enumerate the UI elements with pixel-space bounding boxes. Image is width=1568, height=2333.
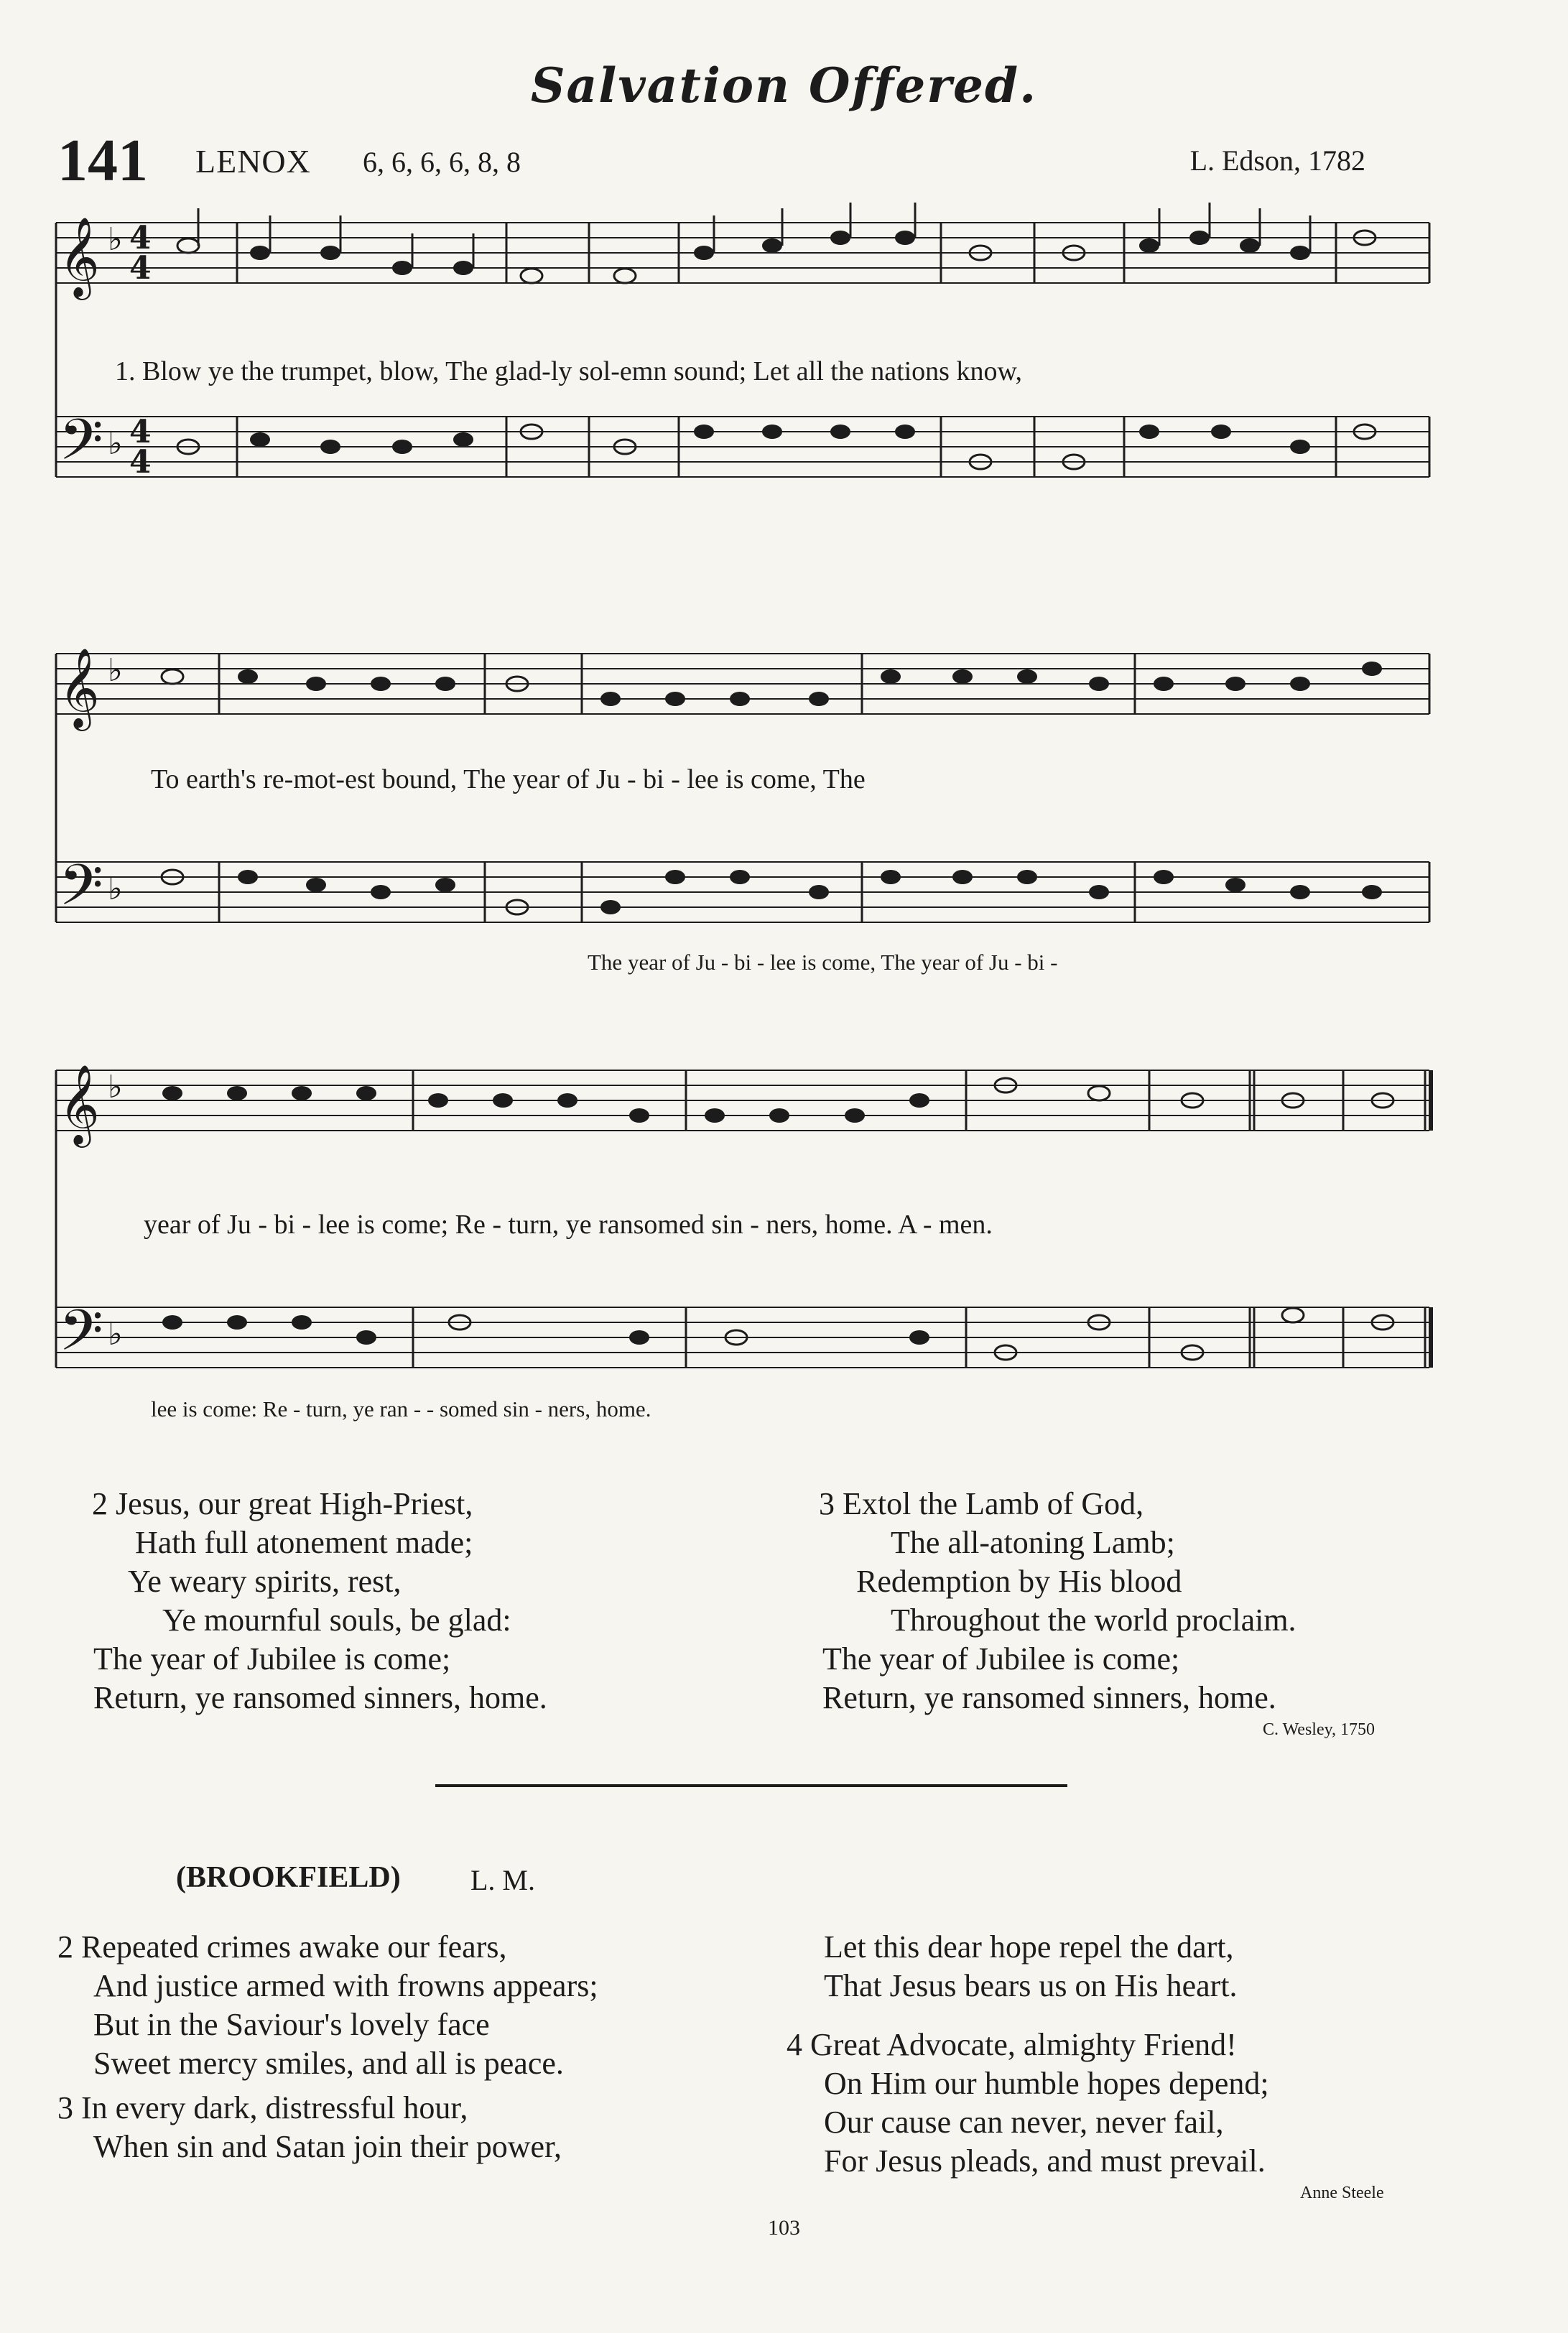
svg-text:𝄢: 𝄢 [59, 1297, 103, 1378]
lyric-line-3-lower: lee is come: Re - turn, ye ran - - somed sin - ners, home. [151, 1396, 651, 1421]
stanza-2: 2 Jesus, our great High-Priest, Hath full atonement made; Ye weary spirits, rest, Ye mournful souls, be glad: The year of Jubilee is come; Return, ye ransomed sinners, home. [92, 1486, 547, 1715]
lyric-line-1: 1. Blow ye the trumpet, blow, The glad-ly sol-emn sound; Let all the nations know, [115, 356, 1022, 386]
svg-text:♭: ♭ [108, 652, 123, 689]
alternate-meter: L. M. [470, 1864, 535, 1896]
divider [435, 1784, 1067, 1787]
page-title: Salvation Offered. [530, 57, 1038, 113]
meter: 6, 6, 6, 6, 8, 8 [363, 146, 521, 178]
svg-text:4: 4 [129, 444, 152, 481]
composer: L. Edson, 1782 [1189, 144, 1365, 177]
svg-text:♭: ♭ [108, 425, 123, 462]
bass-clef: 𝄢 [59, 407, 103, 487]
hymn-number: 141 [57, 127, 148, 194]
score-system-2 [0, 632, 1568, 970]
stems [198, 203, 1310, 268]
svg-text:♭: ♭ [108, 221, 123, 258]
alternate-col-1: 2 Repeated crimes awake our fears, And justice armed with frowns appears; But in the Saviour's lovely face Sweet mercy smiles, and all is peace. 3 In every dark, distressful hour, When sin and Satan join their power, [57, 1929, 598, 2164]
notes [177, 231, 1376, 469]
page-number: 103 [768, 2216, 800, 2240]
svg-text:4: 4 [129, 250, 152, 287]
lyric-line-2: To earth's re-mot-est bound, The year of Ju - bi - lee is come, The [151, 764, 866, 794]
bar-lines [237, 223, 1429, 477]
alternate-col-2: Let this dear hope repel the dart, That Jesus bears us on His heart. 4 Great Advocate, almighty Friend! On Him our humble hopes depend; Our cause can never, never fail, For Jesus pleads, and must prevail. [787, 1929, 1269, 2179]
lyric-line-2-lower: The year of Ju - bi - lee is come, The year of Ju - bi - [588, 950, 1058, 975]
treble-clef: 𝄞 [59, 216, 100, 297]
svg-text:𝄢: 𝄢 [59, 852, 103, 932]
author-credit: C. Wesley, 1750 [1263, 1720, 1376, 1739]
svg-text:4: 4 [129, 414, 152, 450]
stanza-3: 3 Extol the Lamb of God, The all-atoning Lamb; Redemption by His blood Throughout the world proclaim. The year of Jubilee is come; Return, ye ransomed sinners, home. [819, 1486, 1296, 1715]
alternate-author: Anne Steele [1300, 2184, 1384, 2202]
svg-text:♭: ♭ [108, 871, 123, 907]
svg-text:♭: ♭ [108, 1069, 123, 1105]
svg-text:♭: ♭ [108, 1316, 123, 1353]
svg-text:𝄞: 𝄞 [59, 1064, 100, 1144]
lyric-line-3: year of Ju - bi - lee is come; Re - turn, ye ransomed sin - ners, home. A - men. [144, 1210, 993, 1240]
svg-text:𝄞: 𝄞 [59, 647, 100, 728]
svg-text:4: 4 [129, 220, 152, 256]
alternate-tune: (BROOKFIELD) [176, 1861, 401, 1894]
tune-name: LENOX [195, 143, 311, 180]
